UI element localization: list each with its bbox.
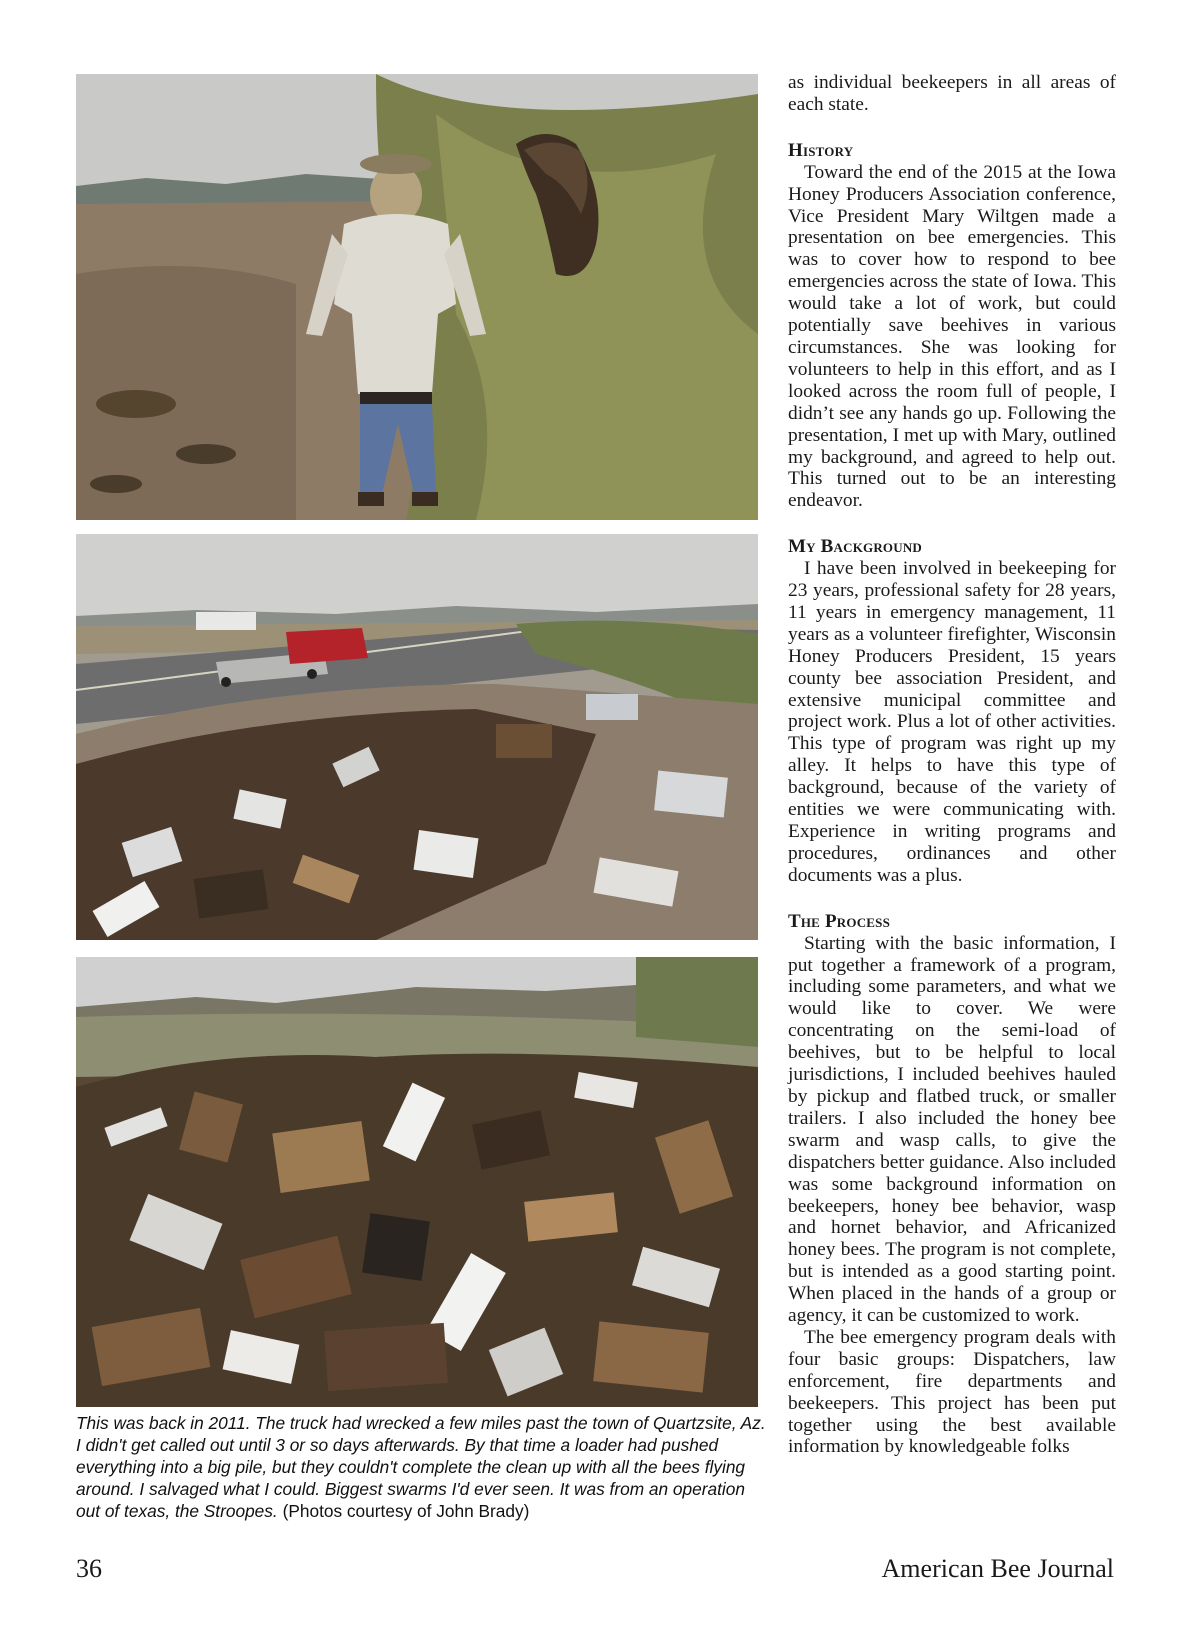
photo-caption [76,1412,766,1522]
journal-name: American Bee Journal [881,1554,1114,1583]
photo-beekeeper-swarm [76,74,758,520]
history-paragraph: Toward the end of the 2015 at the Iowa Honey Producers Association conference, Vice President Mary Wiltgen made a presentation on bee emergencies. This was to cover how to respond to bee emergencies across the state of Iowa. This would take a lot of work, but could potentially save beehives in various circumstances. She was looking for volunteers to help in this effort, and as I looked across the room full of people, I didn’t see any hands go up. Following the presentation, I met up with Mary, outlined my background, and agreed to help out. This turned out to be an interesting endeavor. [788,161,1116,512]
photo-hive-pile [76,957,758,1407]
section-heading-process: The Process [788,910,891,932]
intro-paragraph: as individual beekeepers in all areas of each state. [788,72,1116,115]
section-heading-history: History [788,139,854,161]
page-number: 36 [76,1554,102,1583]
background-paragraph: I have been involved in beekeeping for 23 years, professional safety for 28 years, 11 years in emergency management, 11 years as a volunteer firefighter, Wisconsin Honey Producers President, 15 years county bee association President, and extensive municipal committee and project work. Plus a lot of other activities. This type of program was right up my alley. It helps to have this type of background, because of the variety of entities we were communicating with. Experience in writing programs and procedures, ordinances and other documents was a plus. [788,558,1116,886]
caption-credit: (Photos courtesy of John Brady) [282,1501,530,1521]
photo-highway-wreck [76,534,758,940]
caption-text: This was back in 2011. The truck had wrecked a few miles past the town of Quartzsite, Az. I didn't get called out until 3 or so days afterwards. By that time a loader had pushed everything into a big pile, but they couldn't complete the clean up with all the bees flying around. I salvaged what I could. Biggest swarms I'd ever seen. It was from an operation out of texas, the Stroopes. [76,1413,766,1521]
article-column [788,72,1116,1458]
process-paragraph-2: The bee emergency program deals with four basic groups: Dispatchers, law enforcement, fire departments and beekeepers. This project has been put together using the best available information by knowledgeable folks [788,1326,1116,1458]
process-paragraph-1: Starting with the basic information, I put together a framework of a program, including some parameters, and what we would like to cover. We were concentrating on the semi-load of beehives, but to be helpful to local jurisdictions, I included beehives hauled by pickup and flatbed truck, or smaller trailers. I also included the honey bee swarm and wasp calls, to give the dispatchers better guidance. Also included was some background information on beekeepers, honey bee behavior, wasp and hornet behavior, and Africanized honey bees. The program is not complete, but is intended as a good starting point. When placed in the hands of a group or agency, it can be customized to work. [788,932,1116,1327]
section-heading-background: My Background [788,536,923,558]
